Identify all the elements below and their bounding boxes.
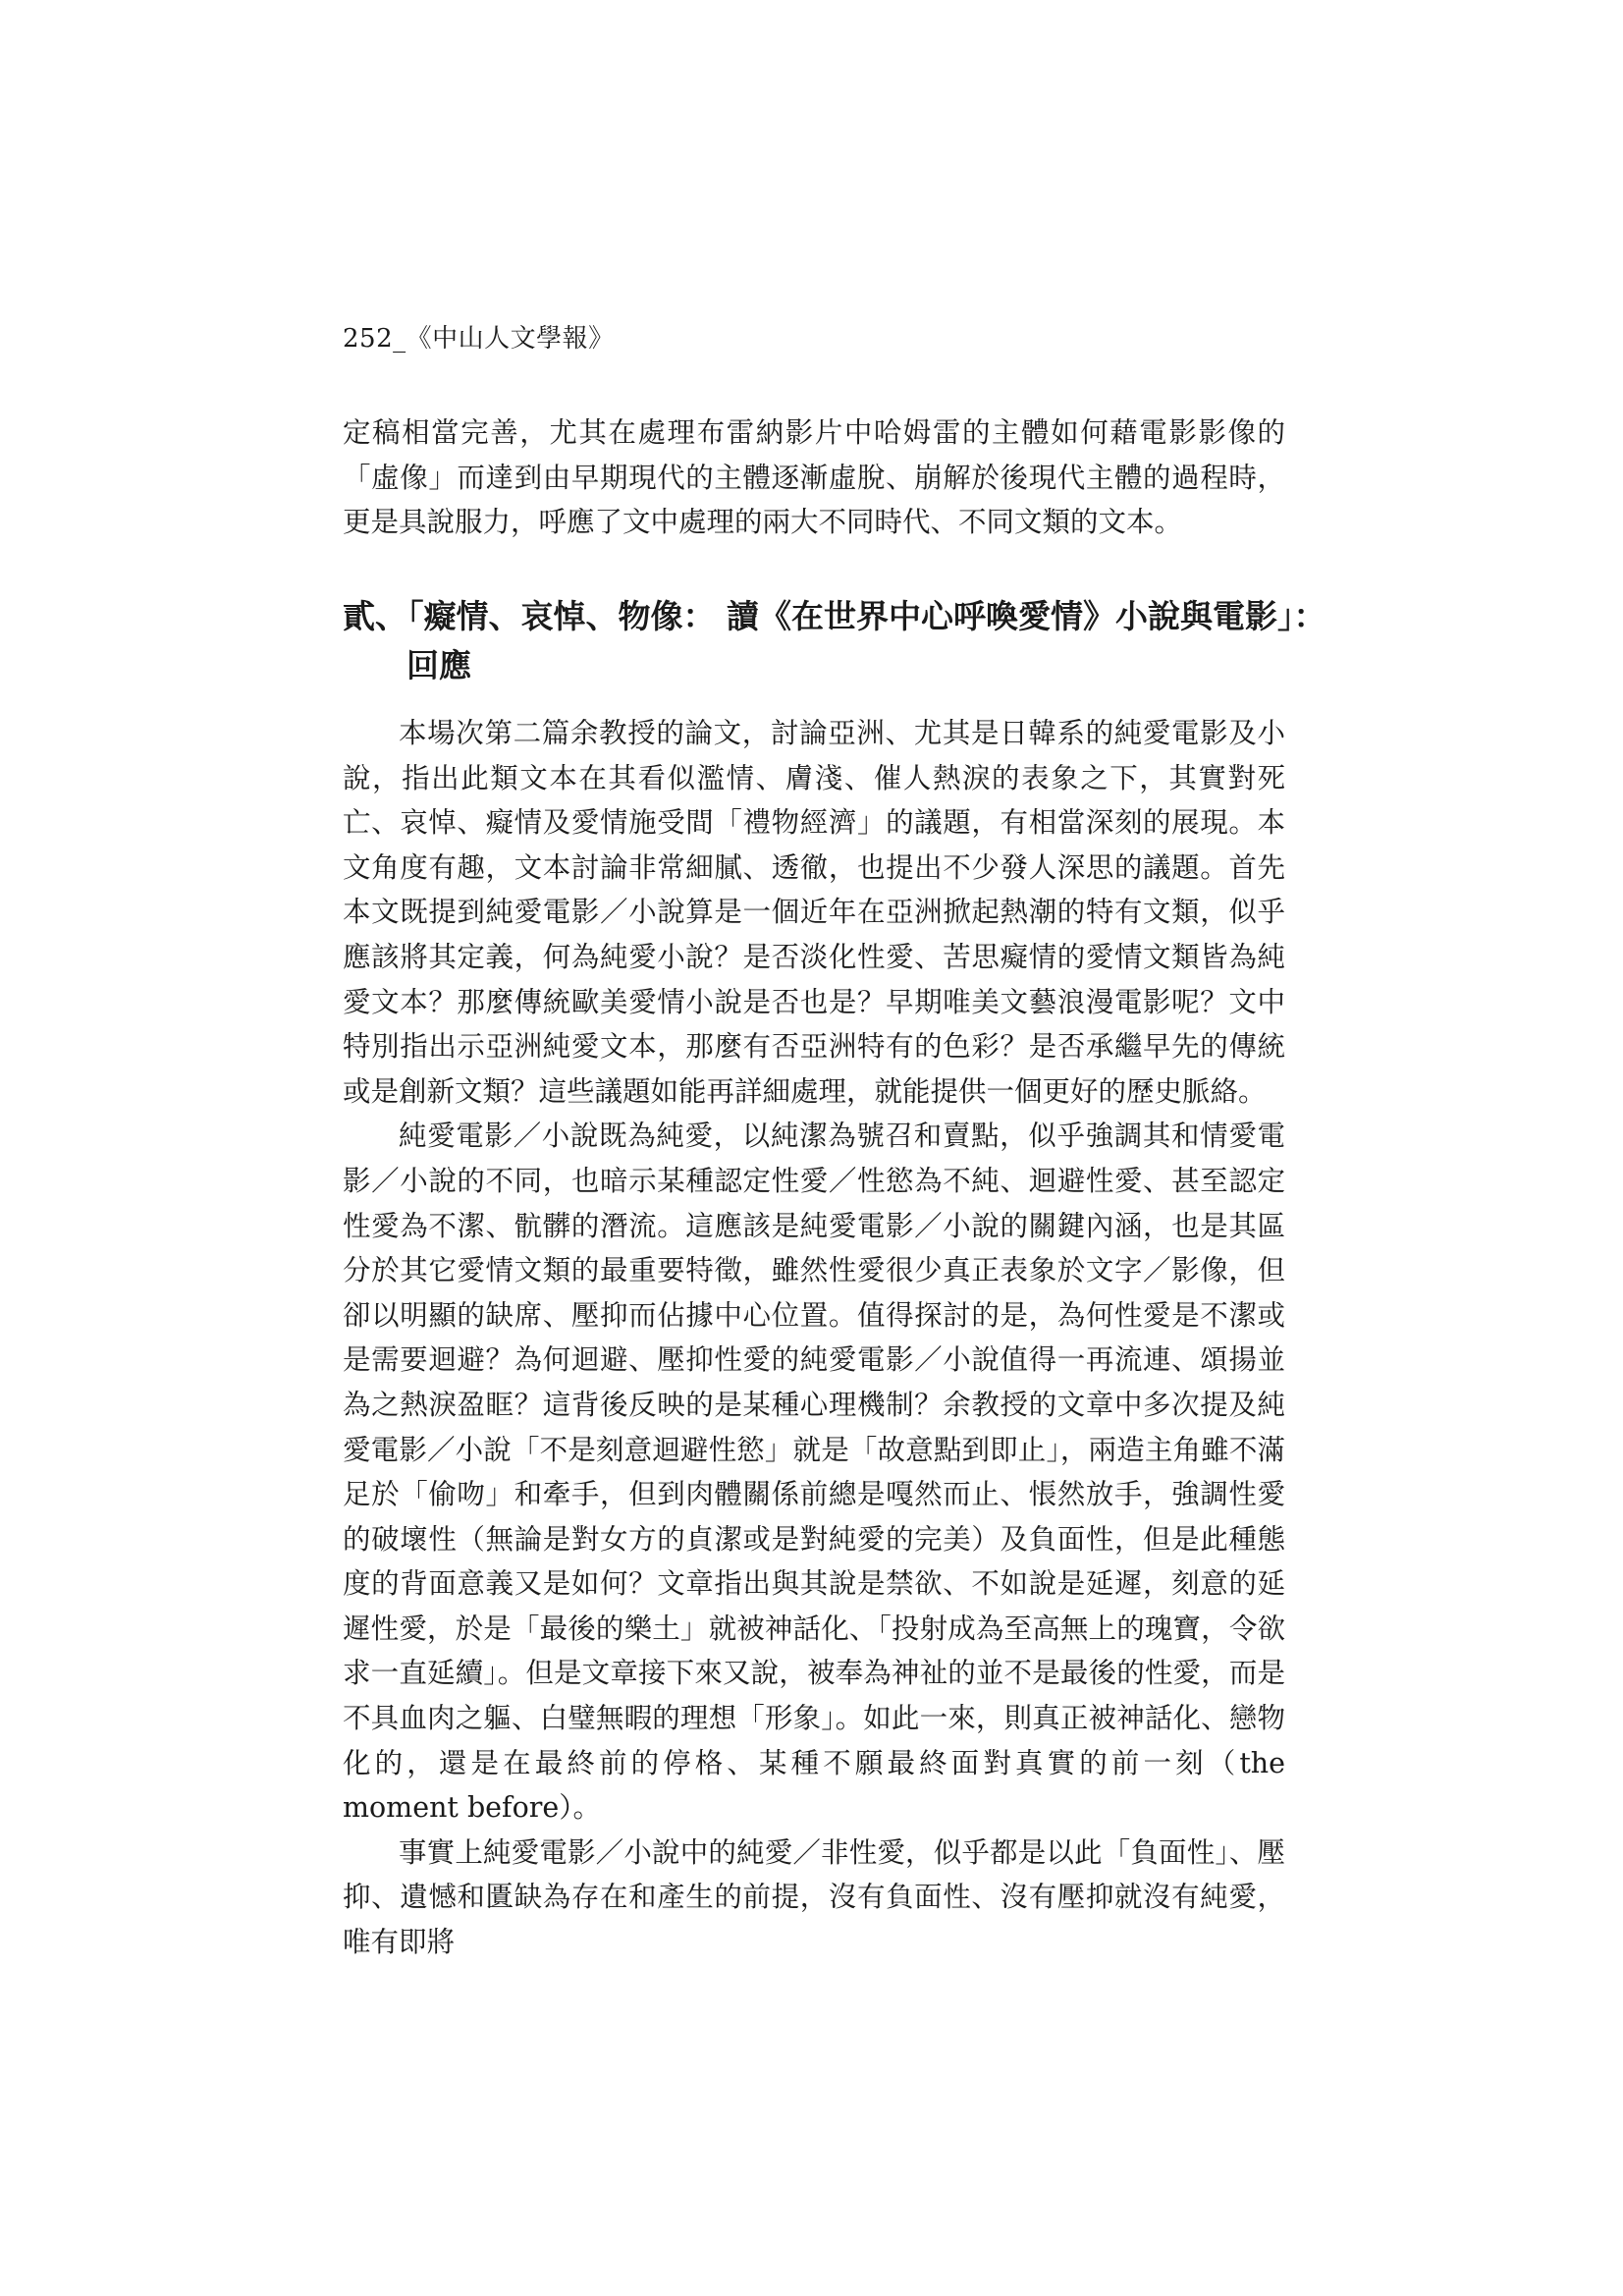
section-heading-line1: 貳、「癡情、哀悼、物像： 讀《在世界中心呼喚愛情》小說與電影」： <box>343 597 1326 635</box>
section-body <box>343 711 1285 1965</box>
section-heading <box>343 592 1326 690</box>
continuation-block <box>343 410 1285 545</box>
body-paragraph-2: 純愛電影／小說既為純愛，以純潔為號召和賣點，似乎強調其和情愛電影／小說的不同，也暗示某種認定性愛／性慾為不純、迴避性愛、甚至認定性愛為不潔、骯髒的潛流。這應該是純愛電影／小說的關鍵內涵，也是其區分於其它愛情文類的最重要特徵，雖然性愛很少真正表象於文字／影像，但卻以明顯的缺席、壓抑而佔據中心位置。值得探討的是，為何性愛是不潔或是需要迴避？為何迴避、壓抑性愛的純愛電影／小說值得一再流連、頌揚並為之熱淚盈眶？這背後反映的是某種心理機制？余教授的文章中多次提及純愛電影／小說「不是刻意迴避性慾」就是「故意點到即止」，兩造主角雖不滿足於「偷吻」和牽手，但到肉體關係前總是嘎然而止、悵然放手，強調性愛的破壞性（無論是對女方的貞潔或是對純愛的完美）及負面性，但是此種態度的背面意義又是如何？文章指出與其說是禁欲、不如說是延遲，刻意的延遲性愛，於是「最後的樂土」就被神話化、「投射成為至高無上的瑰寶，令欲求一直延續」。但是文章接下來又說，被奉為神祉的並不是最後的性愛，而是不具血肉之軀、白璧無暇的理想「形象」。如此一來，則真正被神話化、戀物化的，還是在最終前的停格、某種不願最終面對真實的前一刻（the moment before）。 <box>343 1120 1285 1825</box>
running-header: 252_《中山人文學報》 <box>343 324 615 354</box>
body-paragraph-1: 本場次第二篇余教授的論文，討論亞洲、尤其是日韓系的純愛電影及小說，指出此類文本在其看似濫情、膚淺、催人熱淚的表象之下，其實對死亡、哀悼、癡情及愛情施受間「禮物經濟」的議題，有相當深刻的展現。本文角度有趣，文本討論非常細膩、透徹，也提出不少發人深思的議題。首先本文既提到純愛電影／小說算是一個近年在亞洲掀起熱潮的特有文類，似乎應該將其定義，何為純愛小說？是否淡化性愛、苦思癡情的愛情文類皆為純愛文本？那麼傳統歐美愛情小說是否也是？早期唯美文藝浪漫電影呢？文中特別指出示亞洲純愛文本，那麼有否亞洲特有的色彩？是否承繼早先的傳統或是創新文類？這些議題如能再詳細處理，就能提供一個更好的歷史脈絡。 <box>343 717 1285 1108</box>
continuation-paragraph: 定稿相當完善，尤其在處理布雷納影片中哈姆雷的主體如何藉電影影像的「虛像」而達到由早期現代的主體逐漸虛脫、崩解於後現代主體的過程時，更是具說服力，呼應了文中處理的兩大不同時代、不同文類的文本。 <box>343 416 1285 539</box>
section-heading-line2: 回應 <box>406 646 471 684</box>
body-paragraph-3: 事實上純愛電影／小說中的純愛／非性愛，似乎都是以此「負面性」、壓抑、遺憾和匱缺為存在和產生的前提，沒有負面性、沒有壓抑就沒有純愛，唯有即將 <box>343 1835 1285 1959</box>
